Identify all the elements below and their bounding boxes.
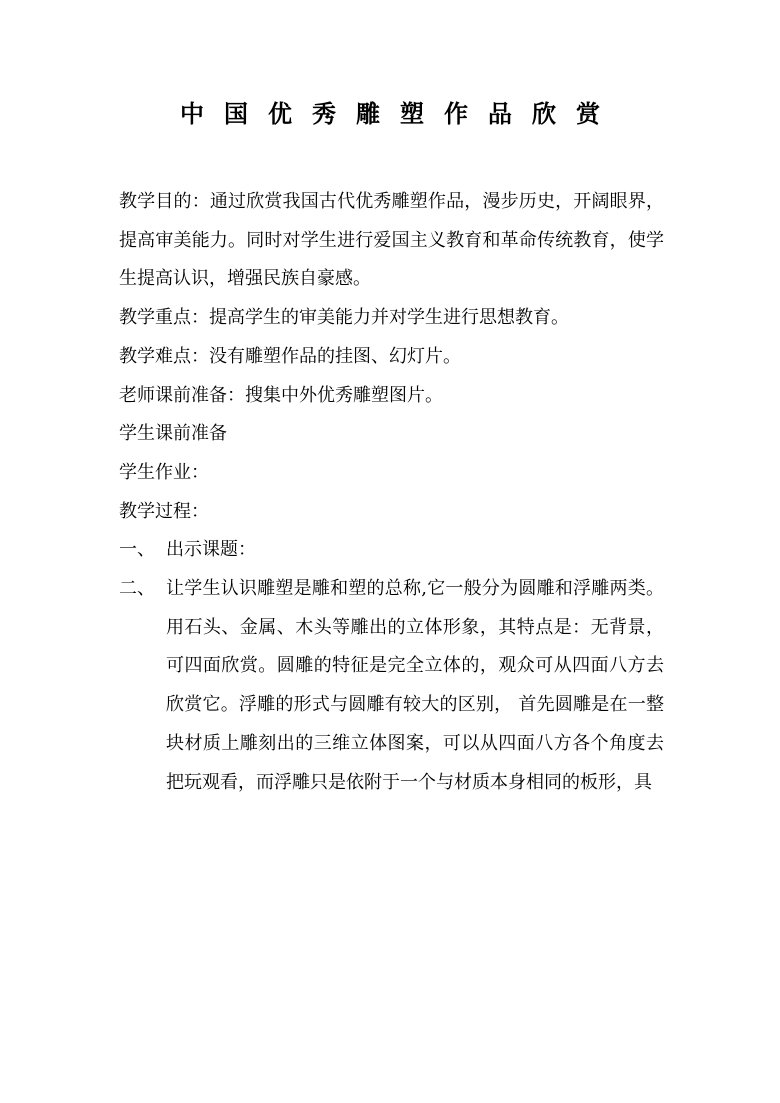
paragraph-homework: 学生作业：	[119, 461, 209, 483]
paragraph-key-point: 教学重点：提高学生的审美能力并对学生进行思想教育。	[119, 307, 569, 329]
list-item-text: 出示课题：	[166, 539, 256, 561]
list-item	[119, 531, 664, 570]
list-item-text: 让学生认识雕塑是雕和塑的总称,它一般分为圆雕和浮雕两类。用石头、金属、木头等雕出的立体形象，其特点是：无背景，可四面欣赏。圆雕的特征是完全立体的，观众可从四面八方去欣赏它。浮雕的形式与圆雕有较大的区别， 首先圆雕是在一整块材质上雕刻出的三维立体图案，可以从四面八方各个角度去把玩观看，而浮雕只是依附于一个与材质本身相同的板形，具	[166, 578, 664, 793]
paragraph-process: 教学过程：	[119, 500, 209, 522]
paragraph-teacher-prep: 老师课前准备：搜集中外优秀雕塑图片。	[119, 384, 443, 406]
paragraph-student-prep: 学生课前准备	[119, 423, 227, 445]
list-marker: 一、	[119, 539, 155, 561]
page-title: 中国优秀雕塑作品欣赏	[180, 99, 620, 128]
document-body	[119, 183, 664, 802]
list-marker: 二、	[119, 578, 155, 600]
paragraph-objective: 教学目的：通过欣赏我国古代优秀雕塑作品，漫步历史，开阔眼界，提高审美能力。同时对学生进行爱国主义教育和革命传统教育，使学生提高认识，增强民族自豪感。	[119, 191, 664, 290]
paragraph-difficulty: 教学难点：没有雕塑作品的挂图、幻灯片。	[119, 345, 461, 367]
list-item	[119, 570, 664, 802]
